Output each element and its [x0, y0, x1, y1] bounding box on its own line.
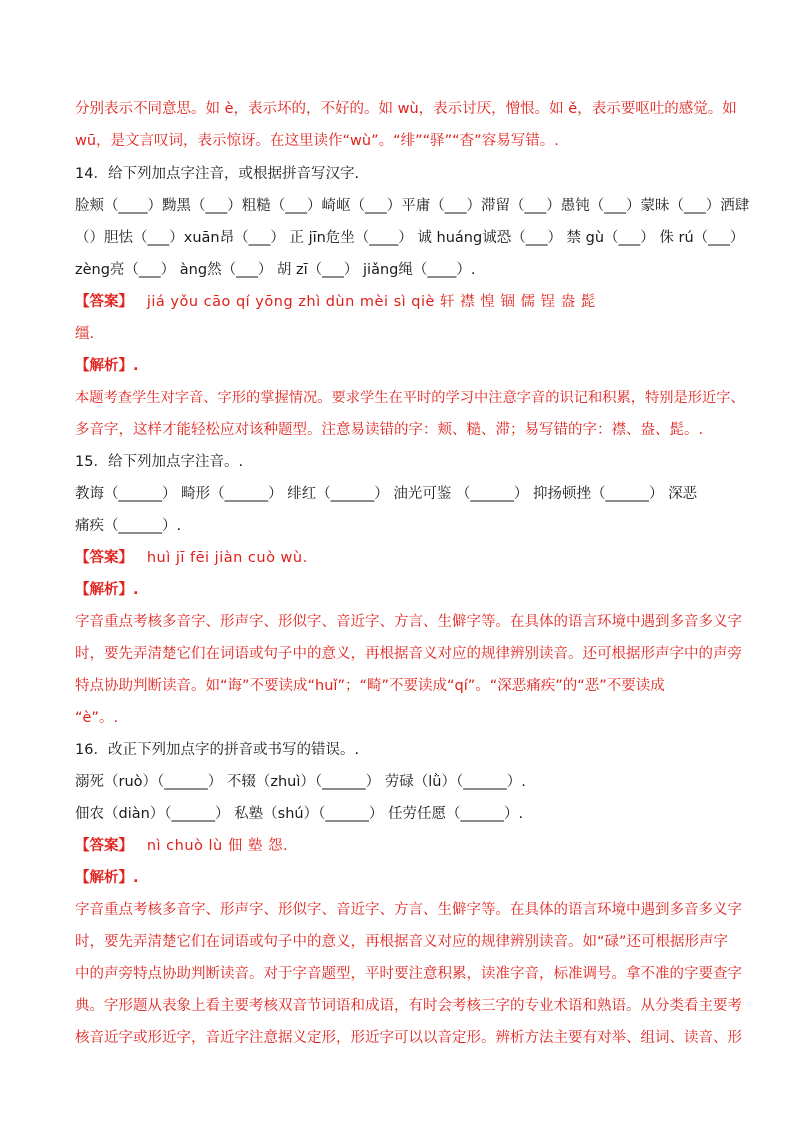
- analysis-line: 典。字形题从表象上看主要考核双音节词语和成语，有时会考核三字的专业术语和熟语。从分类看主要考: [75, 998, 742, 1014]
- answer-line: [75, 836, 288, 856]
- analysis-line: 字音重点考核多音字、形声字、形似字、音近字、方言、生僻字等。在具体的语言环境中遇到多音多义字: [75, 902, 742, 918]
- analysis-line: 特点协助判断读音。如“诲”不要读成“huǐ”；“畸”不要读成“qí”。“深恶痛疾”的“恶”不要读成: [75, 678, 665, 694]
- answer-line: 缰.: [75, 326, 95, 342]
- answer-line: [75, 548, 308, 568]
- explanation-line: 分别表示不同意思。如 è，表示坏的，不好的。如 wù，表示讨厌，憎恨。如 ě，表示要呕吐的感觉。如: [75, 101, 737, 117]
- question-title: 14．给下列加点字注音，或根据拼音写汉字.: [75, 166, 360, 182]
- analysis-label: 【解析】.: [75, 582, 139, 598]
- analysis-line: 多音字，这样才能轻松应对该种题型。注意易读错的字：颊、糙、滞；易写错的字：襟、盎、髭。.: [75, 422, 704, 438]
- question-row: 脸颊（____）黝黑（___）粗糙（___）崎岖（___）平庸（___）滞留（___）愚钝（___）蒙昧（___）洒肆: [75, 198, 750, 214]
- analysis-label: 【解析】.: [75, 358, 139, 374]
- answer-label: 【答案】: [75, 550, 133, 566]
- question-row: 溺死（ruò）（______） 不辍（zhuì）（______） 劳碌（lǜ）（______）.: [75, 774, 526, 790]
- answer-text: huì jī fēi jiàn cuò wù.: [146, 550, 308, 566]
- answer-line: [75, 292, 596, 312]
- answer-label: 【答案】: [75, 294, 133, 310]
- answer-text: jiá yǒu cāo qí yōng zhì dùn mèi sì qiè 轩 襟 惶 锢 儒 锃 盎 髭: [146, 294, 596, 310]
- analysis-label: 【解析】.: [75, 870, 139, 886]
- question-row: 佃农（diàn）（______） 私塾（shú）（______） 任劳任愿（______）.: [75, 806, 524, 822]
- question-row: 痛疾（______）.: [75, 518, 182, 534]
- analysis-line: 时，要先弄清楚它们在词语或句子中的意义，再根据音义对应的规律辨别读音。还可根据形声字中的声旁: [75, 646, 742, 662]
- answer-text: nì chuò lù 佃 塾 怨.: [146, 838, 289, 854]
- question-title: 16．改正下列加点字的拼音或书写的错误。.: [75, 742, 360, 758]
- analysis-line: 中的声旁特点协助判断读音。对于字音题型，平时要注意积累，读准字音，标准调号。拿不准的字要查字: [75, 966, 742, 982]
- analysis-line: 本题考查学生对字音、字形的掌握情况。要求学生在平时的学习中注意字音的识记和积累，特别是形近字、: [75, 390, 745, 406]
- question-row: zèng亮（___） àng然（___） 胡 zī（___） jiǎng绳（____）.: [75, 262, 476, 278]
- question-row: （）胆怯（___）xuān昂（___） 正 jīn危坐（____） 诚 huáng诚恐（___） 禁 gù（___） 侏 rú（___）: [75, 230, 745, 246]
- analysis-line: 核音近字或形近字，音近字注意据义定形，形近字可以以音定形。辨析方法主要有对举、组词、读音、形: [75, 1030, 742, 1046]
- answer-label: 【答案】: [75, 838, 133, 854]
- analysis-line: 时，要先弄清楚它们在词语或句子中的意义，再根据音义对应的规律辨别读音。如“碌”还可根据形声字: [75, 934, 729, 950]
- question-row: 教诲（______） 畸形（______） 绯红（______） 油光可鉴 （______） 抑扬顿挫（______） 深恶: [75, 486, 698, 502]
- analysis-line: “è”。.: [75, 710, 119, 726]
- explanation-line: wū，是文言叹词，表示惊讶。在这里读作“wù”。“绯”“驿”“杳”容易写错。.: [75, 133, 559, 149]
- question-title: 15．给下列加点字注音。.: [75, 454, 244, 470]
- analysis-line: 字音重点考核多音字、形声字、形似字、音近字、方言、生僻字等。在具体的语言环境中遇到多音多义字: [75, 614, 742, 630]
